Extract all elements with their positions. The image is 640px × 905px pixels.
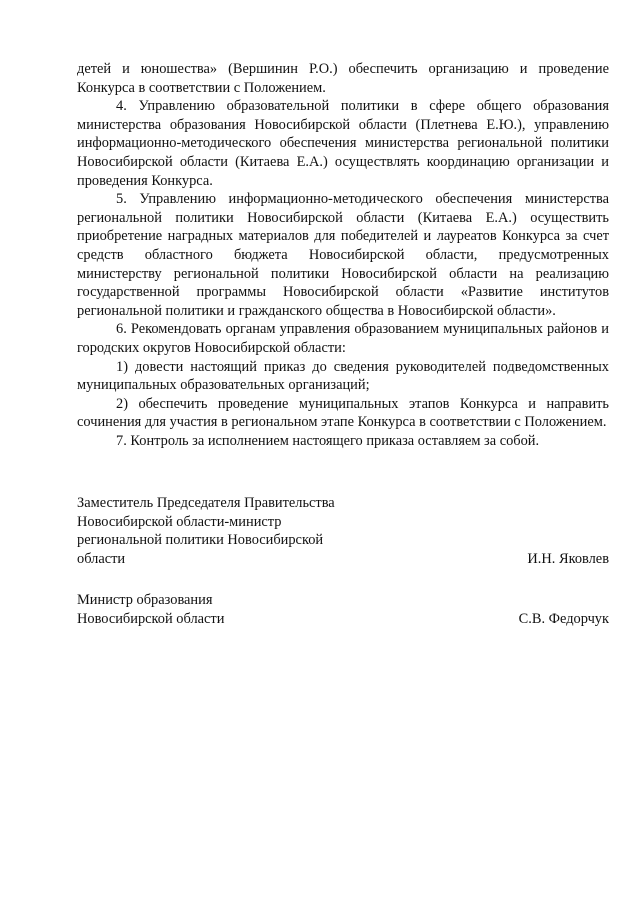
paragraph-item-4: 4. Управлению образовательной политики в сфере общего образования министерства образования Новосибирской области (Плетнева Е.Ю.), управлению информационно-методического обеспечения министерства региональной политики Новосибирской области (Китаева Е.А.) осуществлять координацию организации и проведения Конкурса. — [77, 98, 609, 189]
paragraph-item-5: 5. Управлению информационно-методического обеспечения министерства региональной политики Новосибирской области (Китаева Е.А.) осуществить приобретение наградных материалов для победителей и лауреатов Конкурса за счет средств областного бюджета Новосибирской области, предусмотренных министерству региональной политики Новосибирской области на реализацию государственной программы Новосибирской области «Развитие институтов региональной политики и гражданского общества в Новосибирской области». — [77, 191, 609, 319]
signatory-name: И.Н. Яковлев — [527, 550, 609, 567]
signatory-position — [77, 591, 609, 610]
position-line: Министр образования — [77, 592, 213, 608]
signature-block-deputy-chairman — [77, 494, 609, 568]
paragraph-item-6-2: 2) обеспечить проведение муниципальных этапов Конкурса и направить сочинения для участия в региональном этапе Конкурса в соответствии с Положением. — [77, 395, 609, 431]
signatory-position — [77, 494, 609, 550]
signatory-name: С.В. Федорчук — [518, 610, 609, 627]
position-line-last: области — [77, 550, 126, 567]
paragraph-item-6: 6. Рекомендовать органам управления образованием муниципальных районов и городских округов Новосибирской области: — [77, 321, 609, 356]
position-line: региональной политики Новосибирской — [77, 532, 324, 549]
position-line-last: Новосибирской области — [77, 610, 225, 627]
signature-line — [77, 550, 609, 569]
paragraph-item-6-1: 1) довести настоящий приказ до сведения руководителей подведомственных муниципальных образовательных организаций; — [77, 358, 609, 394]
signature-line — [77, 610, 609, 629]
signature-block-education-minister — [77, 591, 609, 628]
position-line: Новосибирской области-министр — [77, 513, 282, 530]
position-line: Заместитель Председателя Правительства — [77, 495, 335, 511]
paragraph-continuation: детей и юношества» (Вершинин Р.О.) обеспечить организацию и проведение Конкурса в соответствии с Положением. — [77, 61, 609, 96]
paragraph-item-7: 7. Контроль за исполнением настоящего приказа оставляем за собой. — [116, 432, 540, 449]
order-body — [77, 60, 609, 450]
